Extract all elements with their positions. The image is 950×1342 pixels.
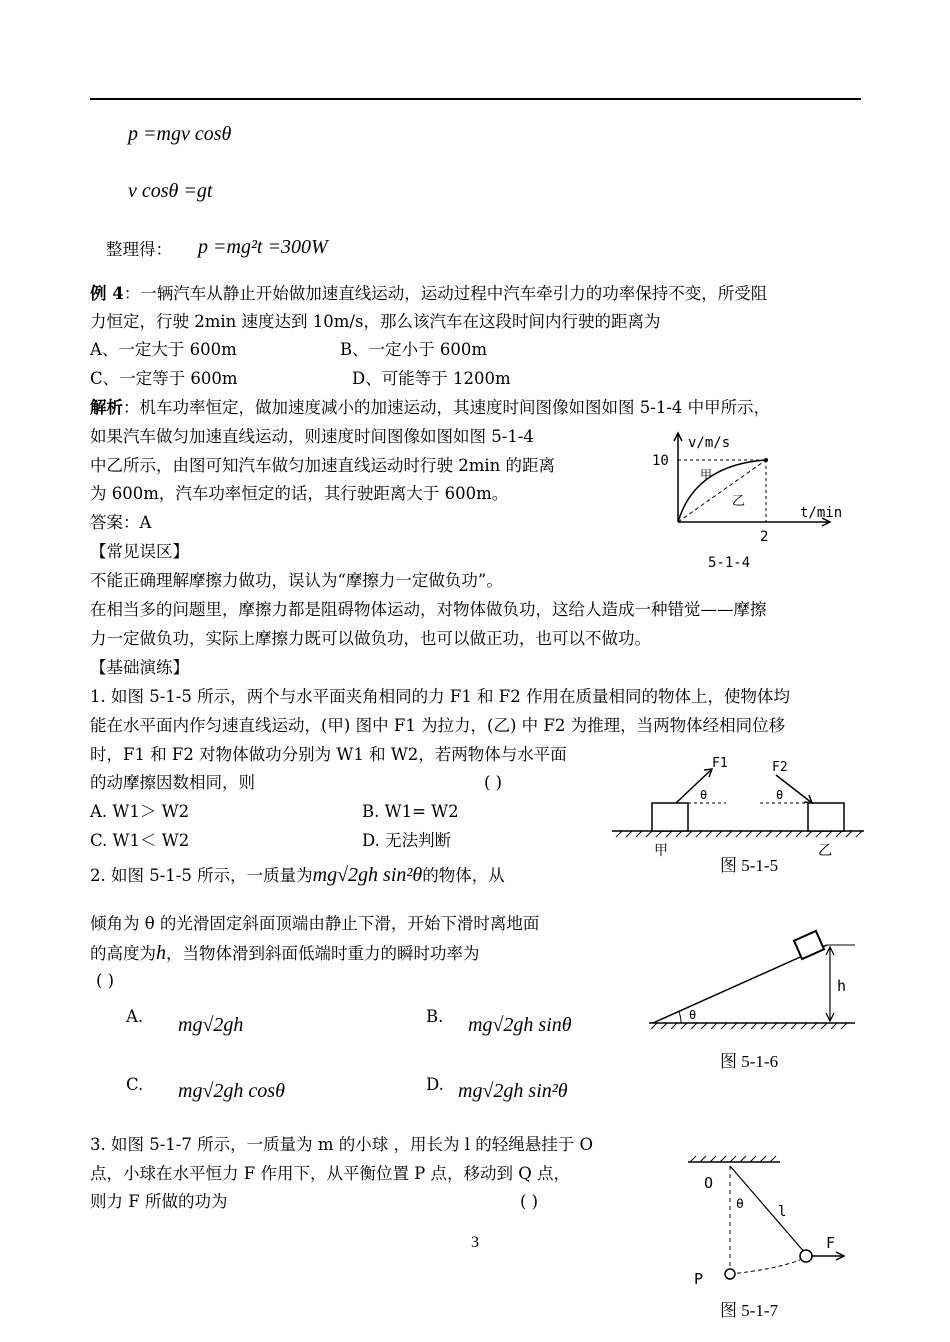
q3-line1: 3. 如图 5-1-7 所示，一质量为 m 的小球 ，用长为 l 的轻绳悬挂于 O (90, 1135, 594, 1154)
x-tick-label: 2 (760, 529, 769, 545)
example4-option-a: A、一定大于 600m (90, 340, 237, 359)
block-jia (652, 803, 688, 831)
q2-option-b-label: B. (426, 1007, 444, 1026)
q1-line2: 能在水平面内作匀速直线运动，(甲) 图中 F1 为拉力，(乙) 中 F2 为推理，当两物体经相同位移 (90, 716, 786, 735)
force-f-label: F (826, 1234, 836, 1252)
v-axis-label: v/m/s (688, 435, 731, 451)
q1-answer-paren: ( ) (484, 773, 503, 792)
example4-analysis-line1: 解析：机车功率恒定，做加速度减小的加速运动，其速度时间图像如图如图 5-1-4 中甲所示， (90, 398, 771, 417)
label-yi: 乙 (732, 494, 746, 509)
q3-line2: 点，小球在水平恒力 F 作用下，从平衡位置 P 点，移动到 Q 点， (90, 1164, 571, 1183)
formula-velocity: v cosθ =gt (128, 180, 213, 202)
ball-p (725, 1269, 735, 1279)
figure-caption: 5-1-4 (708, 555, 751, 571)
pivot-o-label: O (704, 1174, 714, 1192)
example4-line1: 例 4：一辆汽车从静止开始做加速直线运动，运动过程中汽车牵引力的功率保持不变，所受阻 (90, 284, 768, 303)
example4-answer: 答案：A (90, 513, 152, 532)
q2-option-b: mg√2gh sinθ (468, 1014, 572, 1036)
example4-analysis-line2: 如果汽车做匀加速直线运动，则速度时间图像如图如图 5-1-4 (90, 427, 534, 446)
label-yi: 乙 (818, 843, 832, 859)
example4-option-b: B、一定小于 600m (340, 340, 488, 359)
figure-5-1-7-caption: 图 5-1-7 (720, 1301, 779, 1320)
q1-line4: 的动摩擦因数相同，则 (90, 773, 255, 792)
q2-option-c-label: C. (126, 1075, 144, 1094)
q1-option-a: A. W1＞ W2 (90, 802, 190, 821)
formula-result: p =mg²t =300W (198, 236, 328, 258)
q2-option-d-label: D. (426, 1075, 444, 1094)
figure-5-1-6 (645, 925, 865, 1035)
example4-line2: 力恒定，行驶 2min 速度达到 10m/s，那么该汽车在这段时间内行驶的距离为 (90, 312, 661, 331)
y-tick-label: 10 (652, 453, 669, 469)
example4-option-d: D、可能等于 1200m (352, 369, 511, 388)
q2-option-a-label: A. (126, 1007, 144, 1026)
ground-hatching (616, 831, 862, 837)
q1-option-d: D. 无法判断 (362, 831, 452, 850)
q1-line3: 时，F1 和 F2 对物体做功分别为 W1 和 W2，若两物体与水平面 (90, 745, 567, 764)
q2-option-c: mg√2gh cosθ (178, 1080, 285, 1102)
figure-5-1-7 (680, 1140, 860, 1290)
block-yi (808, 803, 844, 831)
q1-option-b: B. W1= W2 (362, 802, 459, 821)
ceiling-hatching (690, 1156, 776, 1162)
end-point (764, 458, 768, 462)
figure-5-1-5-caption: 图 5-1-5 (720, 856, 779, 875)
misconception-header: 【常见误区】 (90, 542, 189, 561)
q2-line1: 2. 如图 5-1-5 所示，一质量为mg√2gh sin²θ的物体，从 (90, 864, 505, 886)
force-f1-label: F1 (712, 756, 728, 771)
formula-power: p =mgv cosθ (128, 123, 232, 145)
ground-hatching (651, 1023, 847, 1029)
angle-theta: θ (689, 1008, 697, 1022)
label-jia: 甲 (654, 843, 668, 859)
example4-analysis-line4: 为 600m，汽车功率恒定的话，其行驶距离大于 600m。 (90, 484, 509, 503)
q3-line3: 则力 F 所做的功为 (90, 1192, 228, 1211)
q1-option-c: C. W1＜ W2 (90, 831, 190, 850)
example4-option-c: C、一定等于 600m (90, 369, 238, 388)
figure-5-1-6-caption: 图 5-1-6 (720, 1052, 779, 1071)
label-jia: 甲 (700, 468, 713, 482)
q2-option-a: mg√2gh (178, 1014, 244, 1036)
practice-header: 【基础演练】 (90, 658, 189, 677)
q2-option-d: mg√2gh sin²θ (458, 1080, 568, 1102)
rope-length-label: l (778, 1204, 787, 1220)
t-axis-label: t/min (800, 505, 843, 521)
q2-line3: 的高度为h，当物体滑到斜面低端时重力的瞬时功率为 (90, 942, 480, 964)
angle-theta2: θ (776, 788, 784, 802)
q2-answer-paren: ( ) (96, 971, 115, 990)
misconception-line1: 不能正确理解摩擦力做功，误认为“摩擦力一定做负功”。 (90, 571, 503, 590)
point-p-label: P (694, 1270, 704, 1288)
q2-height-symbol: h (156, 942, 166, 964)
q2-mass-expression: mg√2gh sin²θ (312, 864, 423, 886)
misconception-line3: 力一定做负功，实际上摩擦力既可以做负功，也可以做正功，也可以不做功。 (90, 629, 651, 648)
height-label: h (837, 977, 847, 995)
force-f2-label: F2 (772, 760, 788, 775)
angle-theta: θ (736, 1197, 744, 1212)
q2-line2: 倾角为 θ 的光滑固定斜面顶端由静止下滑，开始下滑时离地面 (90, 914, 540, 933)
formula-result-label: 整理得： (106, 240, 172, 259)
sliding-block (794, 931, 824, 959)
example4-label: 例 4 (90, 284, 124, 303)
analysis-label: 解析 (90, 398, 123, 417)
example4-analysis-line3: 中乙所示，由图可知汽车做匀加速直线运动时行驶 2min 的距离 (90, 456, 556, 475)
q3-answer-paren: ( ) (520, 1192, 539, 1211)
page-number: 3 (471, 1234, 479, 1251)
misconception-line2: 在相当多的问题里，摩擦力都是阻碍物体运动，对物体做负功，这给人造成一种错觉——摩擦 (90, 600, 767, 619)
header-rule (90, 98, 861, 100)
figure-5-1-4 (640, 425, 890, 575)
line-yi (678, 460, 766, 522)
arc-path (730, 1260, 800, 1274)
angle-theta1: θ (700, 788, 708, 802)
q1-line1: 1. 如图 5-1-5 所示，两个与水平面夹角相同的力 F1 和 F2 作用在质量相同的物体上，使物体均 (90, 687, 790, 706)
